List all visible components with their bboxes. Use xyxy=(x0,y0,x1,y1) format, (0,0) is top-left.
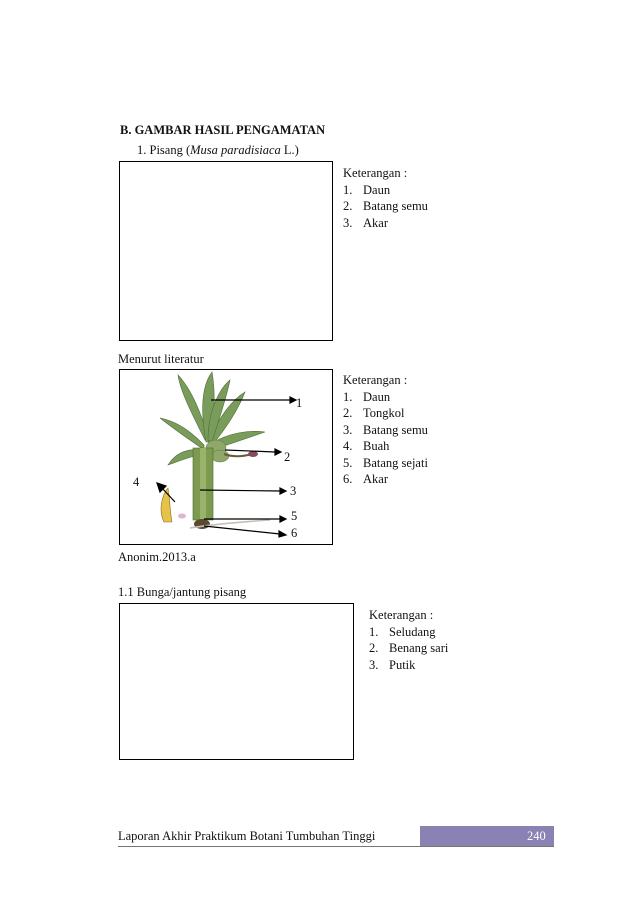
subheading-suffix: L.) xyxy=(280,143,299,157)
observation-image-box xyxy=(119,161,333,341)
literature-legend xyxy=(343,372,428,488)
callout-5: 5 xyxy=(291,509,298,523)
legend-item: 3. Batang semu xyxy=(343,422,428,437)
legend-item: 1. Daun xyxy=(343,182,391,197)
flower-legend xyxy=(369,607,448,673)
observation-legend xyxy=(343,165,428,231)
legend-item: 3. Putik xyxy=(369,657,416,672)
page-number: 240 xyxy=(527,829,546,843)
callout-3: 3 xyxy=(290,484,297,498)
callout-6: 6 xyxy=(291,526,298,540)
subheading-prefix: 1. Pisang ( xyxy=(137,143,191,157)
footer-title: Laporan Akhir Praktikum Botani Tumbuhan Tinggi xyxy=(118,829,376,843)
legend-title: Keterangan : xyxy=(343,373,408,387)
subheading xyxy=(137,142,299,158)
legend-item: 1. Seludang xyxy=(369,624,436,639)
legend-item: 2. Benang sari xyxy=(369,641,449,655)
callout-2: 2 xyxy=(284,450,291,464)
flower-image-box xyxy=(119,603,354,760)
legend-title: Keterangan : xyxy=(343,166,408,180)
section-heading: B. GAMBAR HASIL PENGAMATAN xyxy=(120,123,326,137)
subheading-scientific-name: Musa paradisiaca xyxy=(190,143,281,157)
legend-item: 3. Akar xyxy=(343,215,388,230)
legend-item: 5. Batang sejati xyxy=(343,455,428,470)
source-citation: Anonim.2013.a xyxy=(118,550,196,564)
flower-heading: 1.1 Bunga/jantung pisang xyxy=(118,585,247,599)
footer-divider xyxy=(118,846,554,847)
legend-item: 4. Buah xyxy=(343,439,390,453)
legend-item: 6. Akar xyxy=(343,472,388,486)
literature-label: Menurut literatur xyxy=(118,352,204,366)
callout-4: 4 xyxy=(133,475,140,489)
legend-item: 2. Tongkol xyxy=(343,406,405,420)
callout-1: 1 xyxy=(296,396,303,410)
legend-item: 2. Batang semu xyxy=(343,199,428,213)
legend-item: 1. Daun xyxy=(343,389,391,404)
legend-title: Keterangan : xyxy=(369,608,434,622)
